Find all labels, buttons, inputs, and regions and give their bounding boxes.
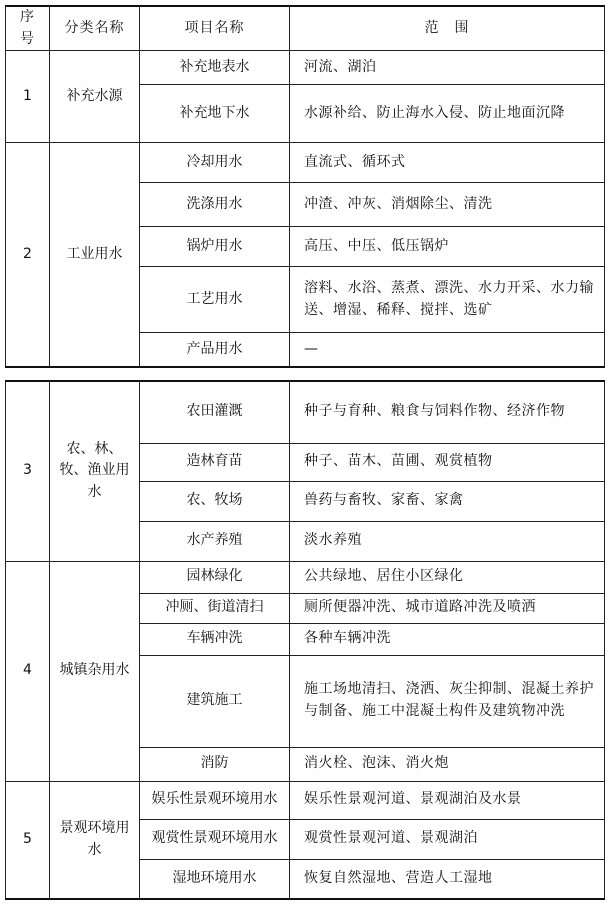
item-scope: 消火栓、泡沫、消火炮 bbox=[290, 747, 605, 781]
group-seq: 5 bbox=[6, 781, 50, 899]
item-scope: 溶料、水浴、蒸煮、漂洗、水力开采、水力输送、增湿、稀释、搅拌、选矿 bbox=[290, 267, 605, 333]
group-seq: 1 bbox=[6, 51, 50, 143]
item-name: 湿地环境用水 bbox=[140, 859, 290, 899]
item-scope: 高压、中压、低压锅炉 bbox=[290, 227, 605, 267]
item-scope: 娱乐性景观河道、景观湖泊及水景 bbox=[290, 781, 605, 819]
item-scope: 兽药与畜牧、家畜、家禽 bbox=[290, 481, 605, 521]
group-category: 景观环境用水 bbox=[50, 781, 140, 899]
group-seq: 2 bbox=[6, 143, 50, 367]
group-seq: 4 bbox=[6, 561, 50, 781]
item-scope: 公共绿地、居住小区绿化 bbox=[290, 561, 605, 593]
item-name: 锅炉用水 bbox=[140, 227, 290, 267]
group-seq: 3 bbox=[6, 381, 50, 561]
item-scope: 冲渣、冲灰、消烟除尘、清洗 bbox=[290, 183, 605, 227]
item-scope: 施工场地清扫、浇洒、灰尘抑制、混凝土养护与制备、施工中混凝土构件及建筑物冲洗 bbox=[290, 655, 605, 747]
item-name: 农、牧场 bbox=[140, 481, 290, 521]
header-seq: 序号 bbox=[6, 6, 50, 51]
table-row bbox=[6, 781, 605, 819]
item-name: 车辆冲洗 bbox=[140, 623, 290, 655]
item-name: 消防 bbox=[140, 747, 290, 781]
group-category: 工业用水 bbox=[50, 143, 140, 367]
item-name: 产品用水 bbox=[140, 333, 290, 367]
item-name: 冷却用水 bbox=[140, 143, 290, 183]
group-category: 城镇杂用水 bbox=[50, 561, 140, 781]
item-scope: 种子与育种、粮食与饲料作物、经济作物 bbox=[290, 381, 605, 443]
item-name: 补充地下水 bbox=[140, 85, 290, 143]
item-name: 造林育苗 bbox=[140, 443, 290, 481]
item-name: 观赏性景观环境用水 bbox=[140, 819, 290, 859]
item-name: 园林绿化 bbox=[140, 561, 290, 593]
table-row bbox=[6, 51, 605, 85]
item-scope: 河流、湖泊 bbox=[290, 51, 605, 85]
item-name: 工艺用水 bbox=[140, 267, 290, 333]
table-row bbox=[6, 143, 605, 183]
item-scope: 直流式、循环式 bbox=[290, 143, 605, 183]
item-name: 水产养殖 bbox=[140, 521, 290, 561]
item-name: 洗涤用水 bbox=[140, 183, 290, 227]
item-scope: 种子、苗木、苗圃、观赏植物 bbox=[290, 443, 605, 481]
item-name: 农田灌溉 bbox=[140, 381, 290, 443]
water-use-table-part-1 bbox=[5, 5, 605, 368]
header-item: 项目名称 bbox=[140, 6, 290, 51]
item-scope: — bbox=[290, 333, 605, 367]
item-scope: 观赏性景观河道、景观湖泊 bbox=[290, 819, 605, 859]
water-use-table-part-2 bbox=[5, 380, 605, 900]
item-name: 补充地表水 bbox=[140, 51, 290, 85]
table-row bbox=[6, 381, 605, 443]
item-scope: 各种车辆冲洗 bbox=[290, 623, 605, 655]
item-name: 建筑施工 bbox=[140, 655, 290, 747]
header-scope: 范 围 bbox=[290, 6, 605, 51]
item-name: 娱乐性景观环境用水 bbox=[140, 781, 290, 819]
item-scope: 恢复自然湿地、营造人工湿地 bbox=[290, 859, 605, 899]
table-header-row bbox=[6, 6, 605, 51]
item-scope: 淡水养殖 bbox=[290, 521, 605, 561]
item-scope: 水源补给、防止海水入侵、防止地面沉降 bbox=[290, 85, 605, 143]
table-row bbox=[6, 561, 605, 593]
item-name: 冲厕、街道清扫 bbox=[140, 593, 290, 623]
group-category: 补充水源 bbox=[50, 51, 140, 143]
group-category: 农、林、牧、渔业用水 bbox=[50, 381, 140, 561]
header-category: 分类名称 bbox=[50, 6, 140, 51]
item-scope: 厕所便器冲洗、城市道路冲洗及喷洒 bbox=[290, 593, 605, 623]
